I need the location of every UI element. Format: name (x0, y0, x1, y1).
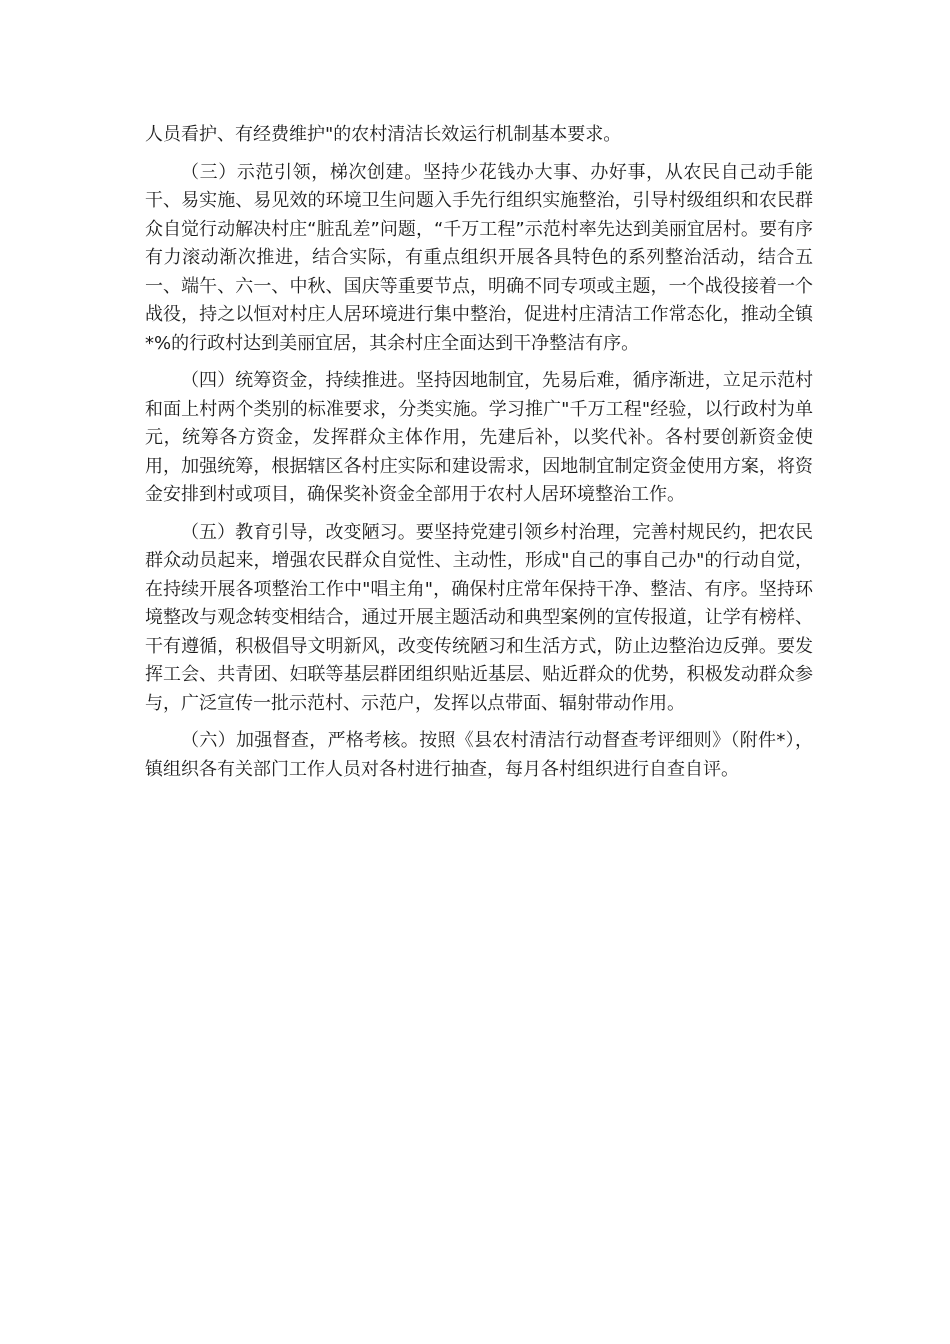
paragraph-section-5: （五）教育引导，改变陋习。要坚持党建引领乡村治理，完善村规民约，把农民群众动员起来，增强农民群众自觉性、主动性，形成"自己的事自己办"的行动自觉，在持续开展各项整治工作中"唱主角"，确保村庄常年保持干净、整洁、有序。坚持环境整改与观念转变相结合，通过开展主题活动和典型案例的宣传报道，让学有榜样、干有遵循，积极倡导文明新风，改变传统陋习和生活方式，防止边整治边反弹。要发挥工会、共青团、妇联等基层群团组织贴近基层、贴近群众的优势，积极发动群众参与，广泛宣传一批示范村、示范户，发挥以点带面、辐射带动作用。 (145, 521, 813, 714)
paragraph-section-4: （四）统筹资金，持续推进。坚持因地制宜，先易后难，循序渐进，立足示范村和面上村两个类别的标准要求，分类实施。学习推广"千万工程"经验，以行政村为单元，统筹各方资金，发挥群众主体作用，先建后补，以奖代补。各村要创新资金使用，加强统筹，根据辖区各村庄实际和建设需求，因地制宜制定资金使用方案，将资金安排到村或项目，确保奖补资金全部用于农村人居环境整治工作。 (145, 370, 813, 505)
paragraph-section-3: （三）示范引领，梯次创建。坚持少花钱办大事、办好事，从农民自己动手能干、易实施、易见效的环境卫生问题入手先行组织实施整治，引导村级组织和农民群众自觉行动解决村庄“脏乱差”问题，“千万工程”示范村率先达到美丽宜居村。要有序有力滚动渐次推进，结合实际，有重点组织开展各具特色的系列整治活动，结合五一、端午、六一、中秋、国庆等重要节点，明确不同专项或主题，一个战役接着一个战役，持之以恒对村庄人居环境进行集中整治，促进村庄清洁工作常态化，推动全镇*%的行政村达到美丽宜居，其余村庄全面达到干净整洁有序。 (145, 161, 813, 354)
paragraph-continuation: 人员看护、有经费维护"的农村清洁长效运行机制基本要求。 (145, 124, 622, 145)
document-body (145, 121, 813, 793)
paragraph-section-6: （六）加强督查，严格考核。按照《县农村清洁行动督查考评细则》（附件*），镇组织各有关部门工作人员对各村进行抽查，每月各村组织进行自查自评。 (145, 730, 813, 780)
